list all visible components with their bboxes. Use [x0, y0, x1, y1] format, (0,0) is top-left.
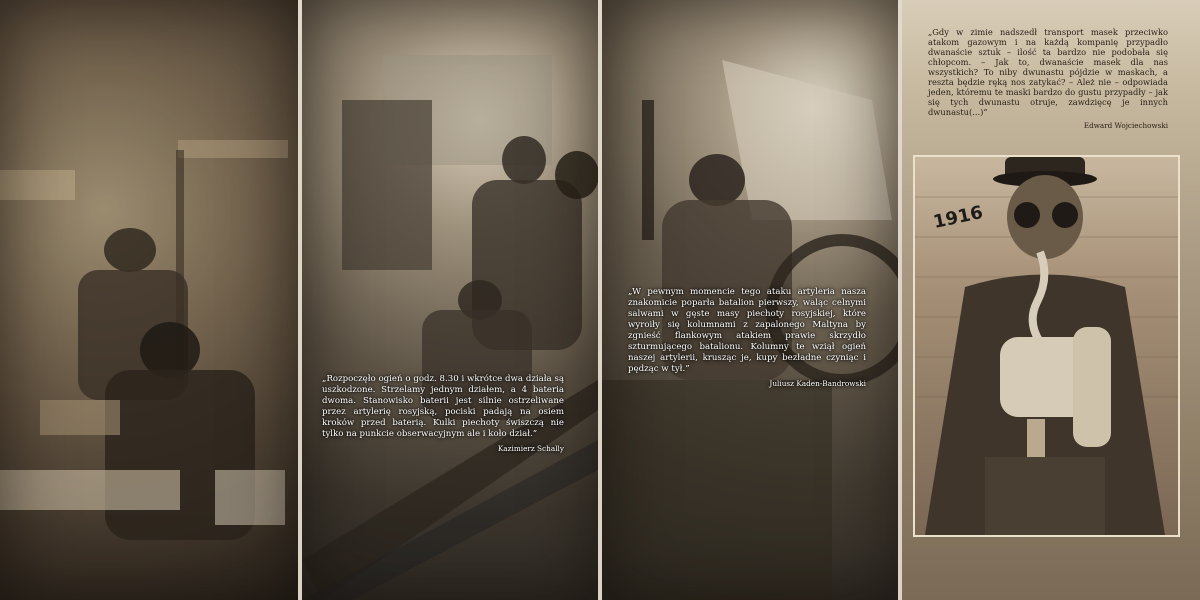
quote-kaden-bandrowski [628, 287, 866, 389]
photo-date-annotation: 1916 [931, 202, 985, 233]
quote-text: „W pewnym momencie tego ataku artyleria nasza znakomicie poparła batalion pierwszy, waląc celnymi salwami w gęste masy piechoty rosyjskiej, które wyroiły się kolumnami z zapalonego Maltyna by zgnieść flankowym atakiem prawie skrzydło szturmującego batalionu. Kolumny te wziął ogień naszej artylerii, krusząc je, kupy bezładne czyniąc i pędząc w tył.” [628, 287, 866, 374]
panel-divider [898, 0, 902, 600]
quote-author: Kazimierz Schally [497, 444, 564, 453]
quote-wojciechowski [928, 27, 1168, 131]
quote-author: Edward Wojciechowski [1083, 121, 1168, 130]
quote-schally [322, 374, 564, 454]
quote-author: Juliusz Kaden-Bandrowski [769, 379, 866, 388]
quote-text: „Gdy w zimie nadszedł transport masek przeciwko atakom gazowym i na każdą kompanię przypadło dwanaście sztuk – ilość ta bardzo nie podobała się chłopcom. – Jak to, dwanaście masek dla nas wszystkich? To niby dwunastu pójdzie w maskach, a reszta będzie ręką nos zatykać? – Ależ nie – odpowiada jeden, któremu te maski bardzo do gustu przypadły – jak się tych dwunastu otruje, zawdzięcę je innych dwunastu(...)” [928, 27, 1168, 117]
quote-text: „Rozpoczęło ogień o godz. 8.30 i wkrótce dwa działa są uszkodzone. Strzelamy jednym działem, a 4 bateria dwoma. Stanowisko baterii jest silnie ostrzeliwane przez artylerię rosyjską, pociski padają na osiem kroków przed baterią. Kulki piechoty świszczą nie tylko na punkcie obserwacyjnym ale i koło dział.” [322, 374, 564, 439]
photo-dugout-soldiers [0, 0, 298, 600]
photo-gas-mask-soldier [913, 155, 1180, 537]
panel-divider [598, 0, 602, 600]
panel-divider [298, 0, 302, 600]
photo-cannon-crew [302, 0, 598, 600]
